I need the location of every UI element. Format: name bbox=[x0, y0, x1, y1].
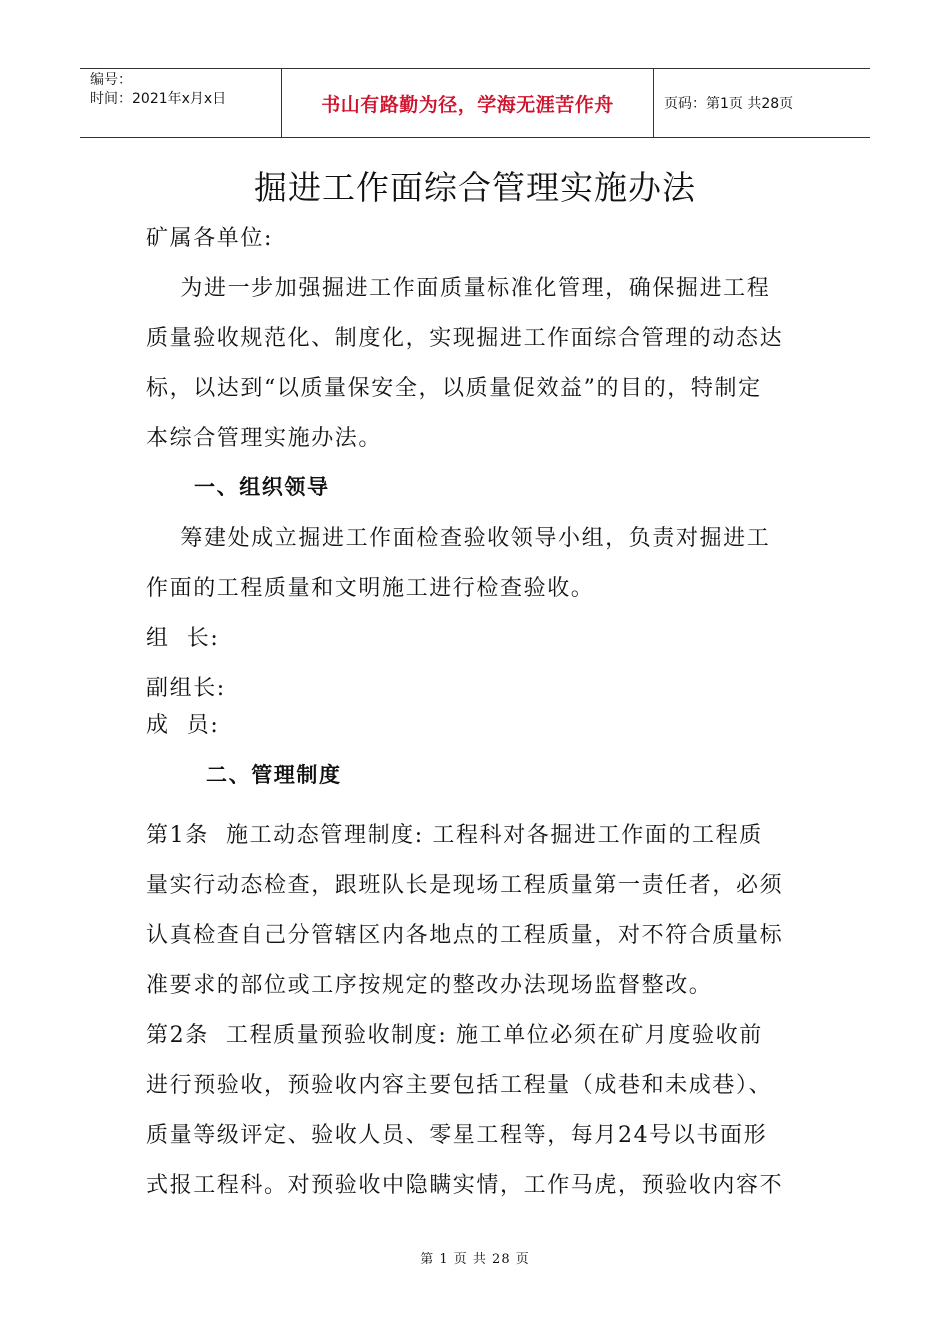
header-motto-cell bbox=[282, 69, 654, 137]
document-title: 掘进工作面综合管理实施办法 bbox=[254, 168, 696, 207]
deputy-leader-label: 副组长: bbox=[146, 676, 226, 701]
document-header bbox=[80, 68, 870, 138]
paragraph-line: 质量验收规范化、制度化，实现掘进工作面综合管理的动态达 bbox=[146, 326, 784, 351]
section-heading-management: 二、管理制度 bbox=[206, 763, 342, 787]
members-label: 成 员: bbox=[146, 713, 220, 738]
paragraph-line: 筹建处成立掘进工作面检查验收领导小组，负责对掘进工 bbox=[146, 526, 771, 551]
paragraph-line: 作面的工程质量和文明施工进行检查验收。 bbox=[146, 576, 595, 601]
article-line: 进行预验收，预验收内容主要包括工程量（成巷和未成巷）、 bbox=[146, 1073, 773, 1098]
document-time-label: 时间：2021年x月x日 bbox=[90, 91, 227, 107]
document-number-label: 编号： bbox=[90, 72, 132, 88]
article-line: 第1条 施工动态管理制度: 工程科对各掘进工作面的工程质 bbox=[146, 823, 763, 848]
header-page-cell bbox=[654, 69, 870, 137]
article-line: 第2条 工程质量预验收制度: 施工单位必须在矿月度验收前 bbox=[146, 1023, 763, 1048]
article-line: 认真检查自己分管辖区内各地点的工程质量，对不符合质量标 bbox=[146, 923, 784, 948]
paragraph-line: 标，以达到“以质量保安全，以质量促效益”的目的，特制定 bbox=[146, 376, 762, 401]
header-meta-cell bbox=[80, 69, 282, 137]
paragraph-line: 本综合管理实施办法。 bbox=[146, 426, 383, 451]
page-footer: 第 1 页 共 28 页 bbox=[420, 1252, 530, 1267]
header-page-info: 页码：第1页 共28页 bbox=[664, 96, 794, 112]
article-line: 式报工程科。对预验收中隐瞒实情，工作马虎，预验收内容不 bbox=[146, 1173, 784, 1198]
paragraph-line: 为进一步加强掘进工作面质量标准化管理，确保掘进工程 bbox=[146, 276, 771, 301]
header-motto: 书山有路勤为径，学海无涯苦作舟 bbox=[321, 93, 614, 116]
article-line: 质量等级评定、验收人员、零星工程等，每月24号以书面形 bbox=[146, 1123, 768, 1148]
section-heading-organization: 一、组织领导 bbox=[194, 475, 330, 499]
article-line: 准要求的部位或工序按规定的整改办法现场监督整改。 bbox=[146, 973, 713, 998]
article-line: 量实行动态检查，跟班队长是现场工程质量第一责任者，必须 bbox=[146, 873, 784, 898]
salutation: 矿属各单位: bbox=[146, 226, 274, 251]
team-leader-label: 组 长: bbox=[146, 626, 220, 651]
